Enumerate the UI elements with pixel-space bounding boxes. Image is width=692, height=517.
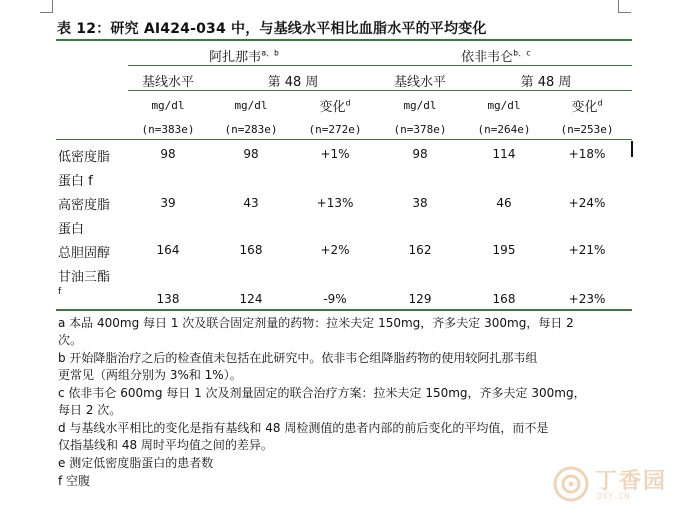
unit-label: mg/dl: [487, 99, 521, 112]
watermark-url: DXY.CN: [597, 492, 630, 502]
row-label-triglycerides: 甘油三酯: [58, 270, 111, 285]
footnote-f: f 空腹: [58, 474, 91, 488]
watermark-logo-icon: [549, 462, 593, 506]
text-cursor: [631, 141, 633, 157]
footnote-c-cont: 每日 2 次。: [58, 403, 122, 417]
table-cell: +18%: [568, 147, 606, 161]
row-label-total-cholesterol: 总胆固醇: [58, 246, 111, 261]
table-cell: 39: [160, 196, 176, 210]
header-bottom-rule: [56, 139, 632, 140]
table-cell: 168: [239, 243, 263, 257]
table-cell: +21%: [568, 243, 606, 257]
table-cell: 38: [412, 196, 428, 210]
n-count: (n=378e): [393, 123, 447, 136]
table-cell: 98: [412, 147, 428, 161]
table-cell: 195: [492, 243, 516, 257]
group-underline: [380, 65, 632, 66]
footnote-e: e 测定低密度脂蛋白的患者数: [58, 456, 214, 470]
table-cell: 164: [156, 243, 180, 257]
table-cell: 43: [243, 196, 259, 210]
table-cell: 46: [496, 196, 512, 210]
table-cell: +24%: [568, 196, 606, 210]
group-header-atazanavir: 阿扎那韦$^{a、b}$: [209, 48, 279, 65]
footnote-d-cont: 仅指基线和 48 周时平均值之间的差异。: [58, 438, 273, 452]
n-count: (n=272e): [308, 123, 362, 136]
group-underline: [128, 65, 380, 66]
subheader-rule: [128, 90, 632, 91]
unit-label: mg/dl: [151, 99, 185, 112]
group-header-efavirenz: 依非韦仑$^{b、c}$: [461, 48, 531, 65]
table-cell: +2%: [320, 243, 350, 257]
subheader-baseline: 基线水平: [393, 75, 447, 90]
table-cell: 98: [160, 147, 176, 161]
watermark-text: 丁香园: [595, 469, 668, 494]
margin-corner-mark: [40, 0, 53, 13]
n-count: (n=283e): [224, 123, 278, 136]
row-label-triglycerides-sup: f: [58, 287, 62, 297]
table-cell: +1%: [320, 147, 350, 161]
row-label-hdl-cont: 蛋白: [58, 222, 85, 237]
unit-label: mg/dl: [403, 99, 437, 112]
table-cell: 162: [408, 243, 432, 257]
subheader-week48: 第 48 周: [267, 75, 319, 90]
table-cell: +23%: [568, 292, 606, 306]
table-cell: +13%: [316, 196, 354, 210]
table-title: 表 12：研究 AI424-034 中，与基线水平相比血脂水平的平均变化: [57, 21, 487, 37]
margin-corner-mark: [618, 0, 631, 13]
table-cell: 168: [492, 292, 516, 306]
table-cell: 98: [243, 147, 259, 161]
table-cell: 124: [239, 292, 263, 306]
n-count: (n=383e): [141, 123, 195, 136]
subheader-week48: 第 48 周: [520, 75, 572, 90]
footnote-b: b 开始降脂治疗之后的检查值未包括在此研究中。依非韦仑组降脂药物的使用较阿扎那韦组: [58, 351, 538, 365]
watermark: [549, 462, 685, 508]
row-label-ldl: 低密度脂: [58, 150, 111, 165]
table-cell: -9%: [323, 292, 347, 306]
footnote-d: d 与基线水平相比的变化是指有基线和 48 周检测值的患者内部的前后变化的平均值，而不是: [58, 421, 549, 435]
table-cell: 138: [156, 292, 180, 306]
subheader-baseline: 基线水平: [141, 75, 195, 90]
footnote-a-cont: 次。: [58, 333, 83, 347]
footnote-a: a 本品 400mg 每日 1 次及联合固定剂量的药物：拉米夫定 150mg，齐多夫定 300mg，每日 2: [58, 316, 574, 330]
footnote-c: c 依非韦仑 600mg 每日 1 次及剂量固定的联合治疗方案：拉米夫定 150mg，齐多夫定 300mg，: [58, 386, 586, 400]
n-count: (n=264e): [477, 123, 531, 136]
footnote-b-cont: 更常见（两组分别为 3%和 1%）。: [58, 368, 242, 382]
row-label-hdl: 高密度脂: [58, 198, 111, 213]
table-cell: 129: [408, 292, 432, 306]
table-cell: 114: [492, 147, 516, 161]
table-bottom-rule: [56, 309, 632, 311]
table-top-rule: [56, 39, 632, 41]
n-count: (n=253e): [560, 123, 614, 136]
change-label: 变化$^d$: [319, 98, 351, 115]
row-label-ldl-cont: 蛋白 f: [58, 174, 93, 189]
change-label: 变化$^d$: [571, 98, 603, 115]
unit-label: mg/dl: [234, 99, 268, 112]
